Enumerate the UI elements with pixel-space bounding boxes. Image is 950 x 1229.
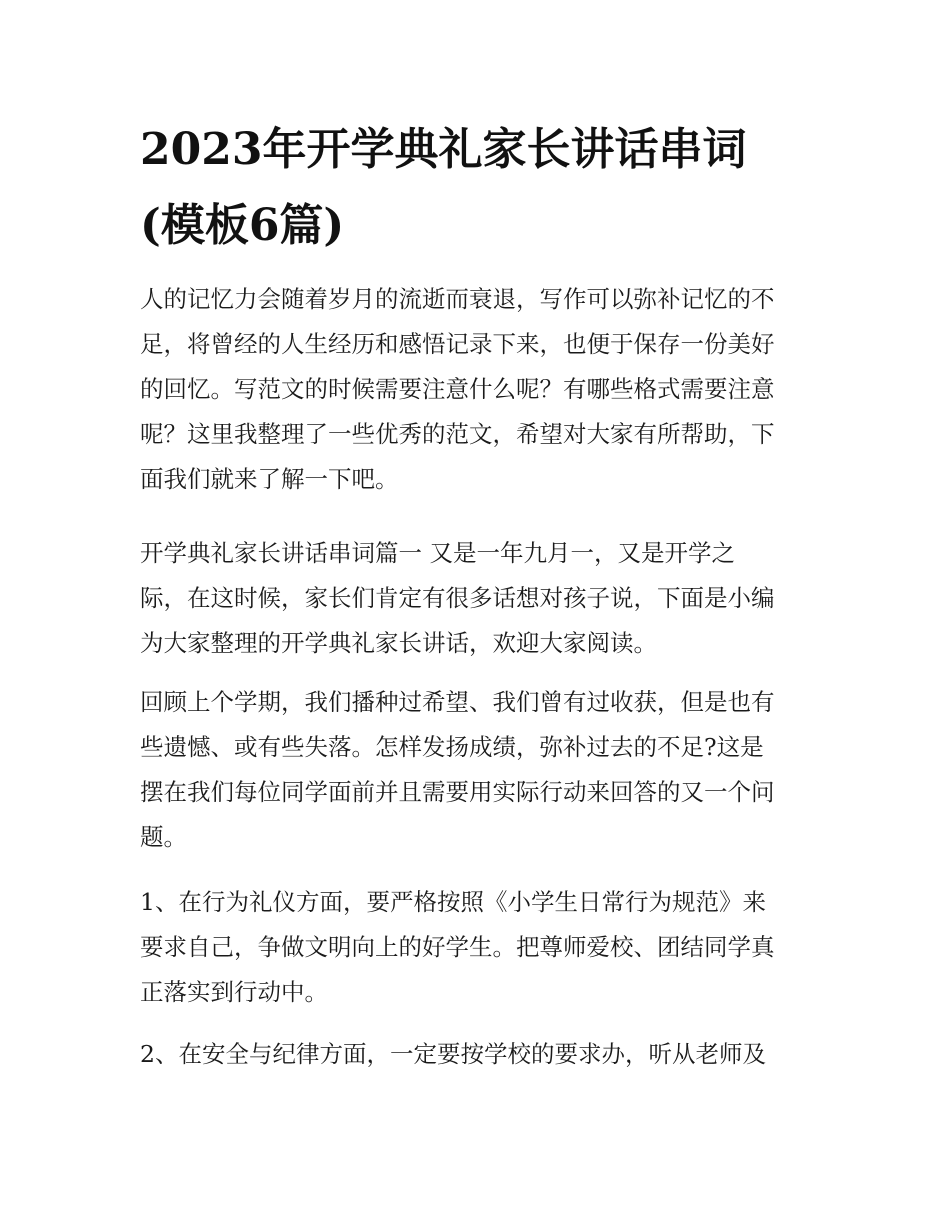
numbered-item-2 (140, 1032, 830, 1077)
text-line: 的回忆。写范文的时候需要注意什么呢？有哪些格式需要注意 (140, 375, 775, 403)
text-line: 摆在我们每位同学面前并且需要用实际行动来回答的又一个问 (140, 778, 775, 806)
text-line: 呢？这里我整理了一些优秀的范文，希望对大家有所帮助，下 (140, 420, 775, 448)
text-line: 正落实到行动中。 (140, 978, 328, 1006)
text-line: 开学典礼家长讲话串词篇一 又是一年九月一，又是开学之 (140, 539, 735, 567)
intro-paragraph (140, 277, 830, 502)
text-line: 题。 (140, 823, 187, 851)
section2-paragraph (140, 680, 830, 860)
text-line: 际，在这时候，家长们肯定有很多话想对孩子说，下面是小编 (140, 584, 775, 612)
text-line: 2、在安全与纪律方面，一定要按学校的要求办，听从老师及 (140, 1040, 766, 1068)
text-line: 为大家整理的开学典礼家长讲话，欢迎大家阅读。 (140, 629, 657, 657)
section1-paragraph (140, 531, 830, 666)
text-line: 足，将曾经的人生经历和感悟记录下来，也便于保存一份美好 (140, 330, 775, 358)
text-line: 1、在行为礼仪方面，要严格按照《小学生日常行为规范》来 (140, 888, 766, 916)
title-line: 2023年开学典礼家长讲话串词 (140, 124, 747, 175)
text-line: 回顾上个学期，我们播种过希望、我们曾有过收获，但是也有 (140, 688, 775, 716)
text-line: 人的记忆力会随着岁月的流逝而衰退，写作可以弥补记忆的不 (140, 285, 775, 313)
text-line: 要求自己，争做文明向上的好学生。把尊师爱校、团结同学真 (140, 933, 775, 961)
text-line: 面我们就来了解一下吧。 (140, 465, 399, 493)
document-title (140, 112, 820, 264)
text-line: 些遗憾、或有些失落。怎样发扬成绩，弥补过去的不足?这是 (140, 733, 764, 761)
numbered-item-1 (140, 880, 830, 1015)
title-line: (模板6篇) (140, 200, 345, 251)
